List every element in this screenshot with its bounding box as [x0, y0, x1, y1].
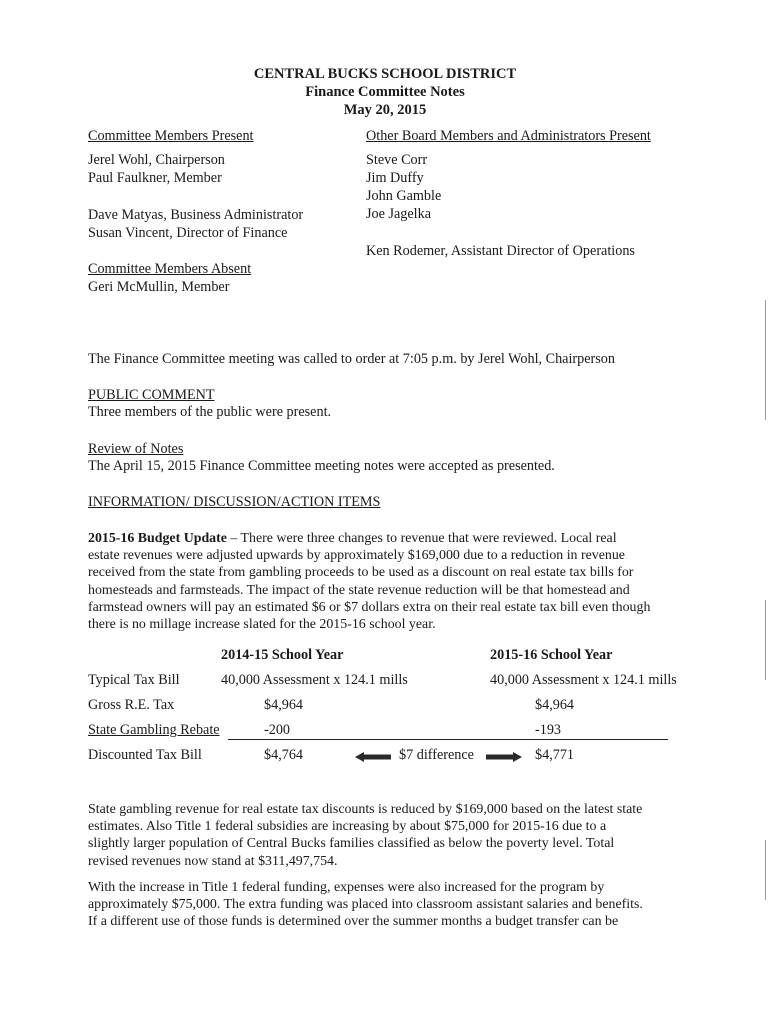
subtotal-rule: [228, 739, 668, 740]
budget-update-line: estate revenues were adjusted upwards by approximately $169,000 due to a reduction in revenue: [88, 548, 625, 564]
table-header-2015: 2015-16 School Year: [490, 647, 613, 663]
other-member-name: Jim Duffy: [366, 170, 424, 186]
public-comment-text: Three members of the public were present.: [88, 404, 332, 420]
member-name: Jerel Wohl, Chairperson: [88, 152, 225, 168]
table-row-label: Typical Tax Bill: [88, 672, 180, 688]
table-row-label: Gross R.E. Tax: [88, 697, 175, 713]
title1-funding-paragraph: [88, 879, 698, 931]
scan-edge-mark: [765, 600, 766, 680]
other-member-name: Joe Jagelka: [366, 206, 432, 222]
table-cell-2014: 40,000 Assessment x 124.1 mills: [221, 672, 408, 688]
other-member-name: John Gamble: [366, 188, 442, 204]
right-arrow-icon: [486, 752, 522, 760]
table-cell-2015: -193: [535, 722, 562, 738]
table-cell-2015: 40,000 Assessment x 124.1 mills: [490, 672, 677, 688]
other-member-name: Ken Rodemer, Assistant Director of Operations: [366, 243, 635, 259]
budget-update-line: received from the state from gambling proceeds to be used as a discount on real estate tax bills for: [88, 565, 634, 581]
budget-update-paragraph: [88, 530, 698, 633]
paragraph-line: estimates. Also Title 1 federal subsidies are increasing by about $75,000 for 2015-16 due to a: [88, 819, 607, 835]
gambling-revenue-paragraph: [88, 801, 698, 870]
scan-edge-mark: [765, 300, 766, 420]
call-to-order-text: The Finance Committee meeting was called to order at 7:05 p.m. by Jerel Wohl, Chairperson: [88, 351, 615, 367]
budget-update-line: farmstead owners will pay an estimated $6 or $7 dollars extra on their real estate tax bill even though: [88, 599, 651, 615]
review-notes-text: The April 15, 2015 Finance Committee meeting notes were accepted as presented.: [88, 458, 555, 474]
paragraph-line: revised revenues now stand at $311,497,754.: [88, 853, 338, 869]
table-cell-2015: $4,771: [535, 747, 575, 763]
table-cell-2014: $4,964: [264, 697, 304, 713]
paragraph-line: approximately $75,000. The extra funding was placed into classroom assistant salaries and benefits.: [88, 897, 643, 913]
paragraph-line: With the increase in Title 1 federal funding, expenses were also increased for the program by: [88, 880, 605, 895]
public-comment-heading: PUBLIC COMMENT: [88, 387, 215, 403]
absent-member-name: Geri McMullin, Member: [88, 279, 230, 295]
other-member-name: Steve Corr: [366, 152, 428, 168]
district-name: CENTRAL BUCKS SCHOOL DISTRICT: [253, 66, 517, 82]
table-row-label: State Gambling Rebate: [88, 722, 220, 738]
members-absent-heading: Committee Members Absent: [88, 261, 252, 277]
budget-update-line: – There were three changes to revenue that were reviewed. Local real: [226, 531, 617, 546]
others-present-heading: Other Board Members and Administrators Present: [366, 128, 651, 144]
table-cell-2014: -200: [264, 722, 291, 738]
left-arrow-icon: [355, 752, 391, 760]
members-present-heading: Committee Members Present: [88, 128, 254, 144]
member-name: Susan Vincent, Director of Finance: [88, 225, 288, 241]
table-cell-2014: $4,764: [264, 747, 304, 763]
paragraph-line: State gambling revenue for real estate tax discounts is reduced by $169,000 based on the latest state: [88, 802, 643, 817]
table-header-2014: 2014-15 School Year: [221, 647, 344, 663]
table-cell-2015: $4,964: [535, 697, 575, 713]
scan-edge-mark: [765, 840, 766, 900]
member-name: Dave Matyas, Business Administrator: [88, 207, 304, 223]
difference-label: $7 difference: [399, 747, 474, 763]
paragraph-line: slightly larger population of Central Bucks families classified as below the poverty level. Total: [88, 836, 615, 852]
review-notes-heading: Review of Notes: [88, 441, 184, 457]
budget-update-title: 2015-16 Budget Update: [88, 531, 227, 546]
paragraph-line: If a different use of those funds is determined over the summer months a budget transfer can be: [88, 914, 619, 930]
information-items-heading: INFORMATION/ DISCUSSION/ACTION ITEMS: [88, 494, 381, 510]
document-title: Finance Committee Notes: [305, 84, 465, 100]
meeting-date: May 20, 2015: [343, 102, 427, 118]
member-name: Paul Faulkner, Member: [88, 170, 222, 186]
budget-update-line: there is no millage increase slated for the 2015-16 school year.: [88, 617, 436, 633]
budget-update-line: homesteads and farmsteads. The impact of the state revenue reduction will be that homestead and: [88, 582, 630, 598]
table-row-label: Discounted Tax Bill: [88, 747, 202, 763]
